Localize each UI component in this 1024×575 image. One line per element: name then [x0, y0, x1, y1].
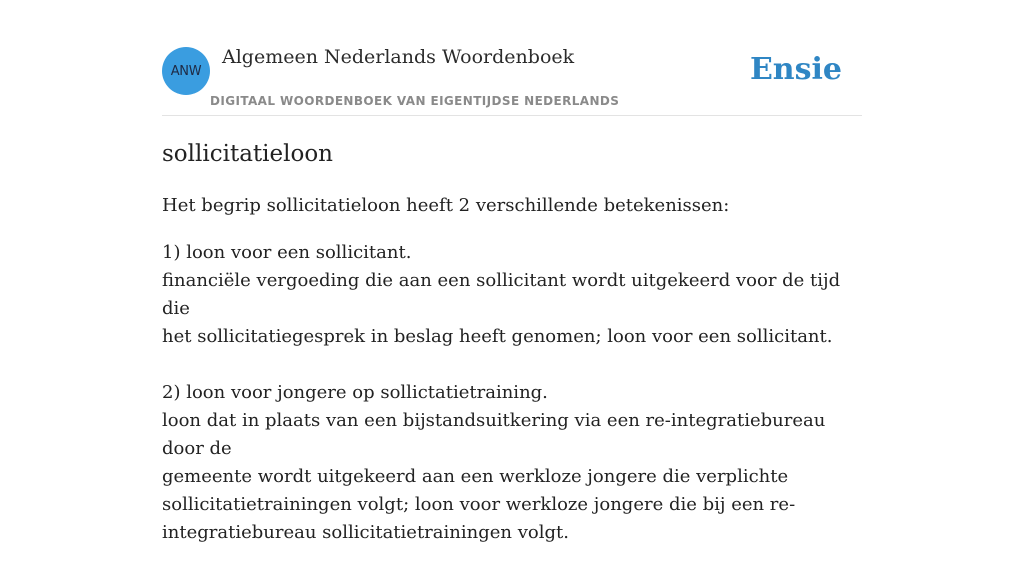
sense-definition-line: gemeente wordt uitgekeerd aan een werkloze jongere die verplichte	[162, 466, 789, 487]
sense-heading: 2) loon voor jongere op sollictatietraining.	[162, 382, 548, 403]
sense-definition-line: integratiebureau sollicitatietrainingen volgt.	[162, 522, 569, 543]
site-title[interactable]: Algemeen Nederlands Woordenboek	[222, 46, 575, 68]
entry-intro: Het begrip sollicitatieloon heeft 2 verschillende betekenissen:	[162, 195, 730, 216]
sense-list	[162, 239, 862, 575]
page	[162, 0, 862, 543]
anw-logo-text: ANW	[170, 63, 202, 79]
sense-definition-line: sollicitatietrainingen volgt; loon voor werkloze jongere die bij een re-	[162, 494, 796, 515]
sense-heading: 1) loon voor een sollicitant.	[162, 242, 412, 263]
entry-headword: sollicitatieloon	[162, 141, 333, 167]
sense-definition-line: financiële vergoeding die aan een sollicitant wordt uitgekeerd voor de tijd die	[162, 270, 841, 319]
site-subtitle: DIGITAAL WOORDENBOEK VAN EIGENTIJDSE NEDERLANDS	[210, 94, 620, 108]
sense-item-2	[162, 379, 862, 547]
ensie-brand-logo[interactable]: Ensie	[749, 52, 842, 87]
anw-logo[interactable]	[162, 47, 210, 95]
sense-definition-line: het sollicitatiegesprek in beslag heeft genomen; loon voor een sollicitant.	[162, 326, 833, 347]
site-header	[162, 0, 862, 116]
sense-definition-line: loon dat in plaats van een bijstandsuitkering via een re-integratiebureau door de	[162, 410, 826, 459]
sense-item-1	[162, 239, 862, 351]
